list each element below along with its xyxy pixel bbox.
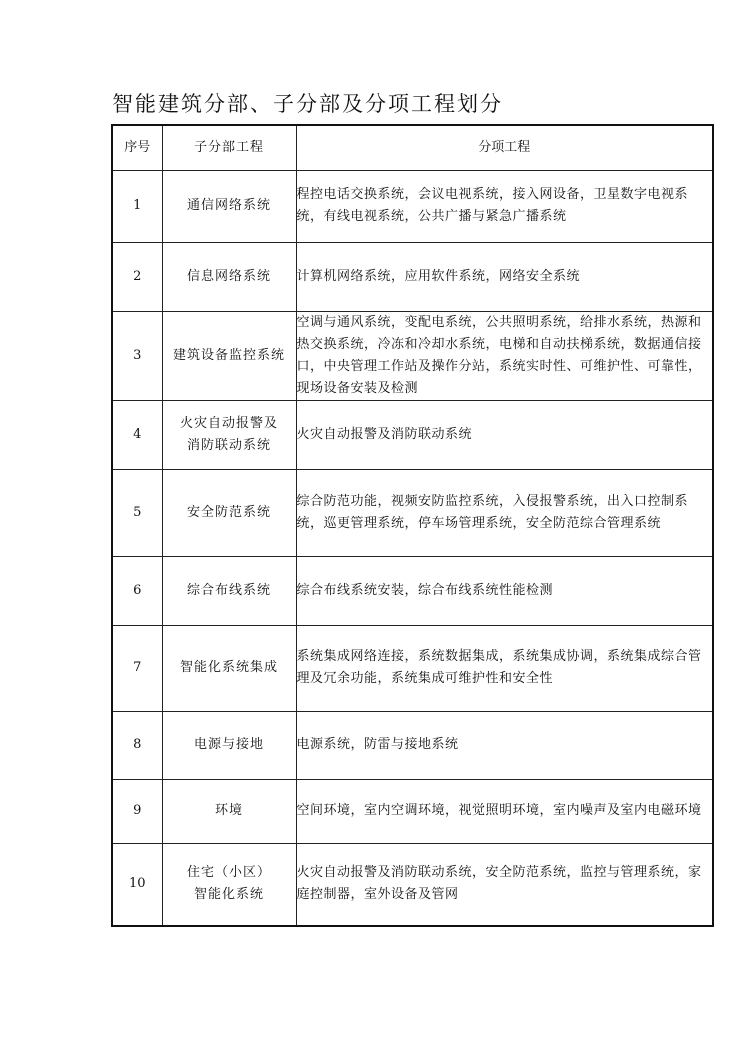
subdivision-line: 电源与接地 xyxy=(193,737,264,752)
row-items: 程控电话交换系统，会议电视系统，接入网设备，卫星数字电视系统，有线电视系统，公共广播与紧急广播系统 xyxy=(296,170,713,242)
row-items: 综合布线系统安装，综合布线系统性能检测 xyxy=(296,556,713,625)
row-items: 电源系统，防雷与接地系统 xyxy=(296,711,713,779)
row-subdivision xyxy=(162,779,296,843)
row-serial: 2 xyxy=(112,242,162,311)
subdivision-line: 智能化系统 xyxy=(193,887,264,903)
row-serial: 8 xyxy=(112,711,162,779)
row-items: 火灾自动报警及消防联动系统 xyxy=(296,400,713,469)
row-items: 系统集成网络连接，系统数据集成，系统集成协调，系统集成综合管理及冗余功能，系统集成可维护性和安全性 xyxy=(296,625,713,711)
row-serial: 5 xyxy=(112,469,162,556)
row-serial: 9 xyxy=(112,779,162,843)
division-table xyxy=(111,124,714,927)
subdivision-line: 信息网络系统 xyxy=(186,268,271,284)
row-serial: 3 xyxy=(112,311,162,400)
table-row xyxy=(112,556,713,625)
header-serial: 序号 xyxy=(112,125,162,170)
subdivision-line: 住宅（小区） xyxy=(186,865,271,881)
row-subdivision xyxy=(162,170,296,242)
table-row xyxy=(112,625,713,711)
table-row xyxy=(112,843,713,926)
subdivision-line: 通信网络系统 xyxy=(186,198,271,213)
row-subdivision xyxy=(162,711,296,779)
row-serial: 1 xyxy=(112,170,162,242)
subdivision-line: 智能化系统集成 xyxy=(179,660,278,675)
row-items: 综合防范功能，视频安防监控系统，入侵报警系统，出入口控制系统，巡更管理系统，停车场管理系统，安全防范综合管理系统 xyxy=(296,469,713,556)
row-items: 计算机网络系统，应用软件系统，网络安全系统 xyxy=(296,242,713,311)
table-row xyxy=(112,711,713,779)
subdivision-line: 综合布线系统 xyxy=(186,582,271,598)
subdivision-line: 安全防范系统 xyxy=(186,504,271,520)
row-subdivision xyxy=(162,625,296,711)
row-subdivision xyxy=(162,556,296,625)
table-row xyxy=(112,400,713,469)
row-items: 空调与通风系统，变配电系统，公共照明系统，给排水系统，热源和热交换系统，冷冻和冷却水系统，电梯和自动扶梯系统，数据通信接口，中央管理工作站及操作分站，系统实时性、可维护性、可靠性，现场设备安装及检测 xyxy=(296,311,713,400)
row-items: 火灾自动报警及消防联动系统，安全防范系统，监控与管理系统，家庭控制器，室外设备及管网 xyxy=(296,843,713,926)
document-title: 智能建筑分部、子分部及分项工程划分 xyxy=(112,92,503,116)
row-items: 空间环境，室内空调环境，视觉照明环境，室内噪声及室内电磁环境 xyxy=(296,779,713,843)
table-row xyxy=(112,779,713,843)
table-row xyxy=(112,170,713,242)
subdivision-line: 火灾自动报警及 xyxy=(179,415,278,431)
row-subdivision xyxy=(162,400,296,469)
row-subdivision xyxy=(162,311,296,400)
table-row xyxy=(112,242,713,311)
header-subdivision: 子分部工程 xyxy=(162,125,296,170)
subdivision-line: 建筑设备监控系统 xyxy=(172,347,285,363)
row-serial: 4 xyxy=(112,400,162,469)
table-row xyxy=(112,469,713,556)
subdivision-line: 环境 xyxy=(214,803,243,818)
row-serial: 6 xyxy=(112,556,162,625)
row-subdivision xyxy=(162,469,296,556)
subdivision-line: 消防联动系统 xyxy=(186,437,271,453)
row-subdivision xyxy=(162,242,296,311)
row-serial: 10 xyxy=(112,843,162,926)
table-header-row xyxy=(112,125,713,170)
row-serial: 7 xyxy=(112,625,162,711)
table-row xyxy=(112,311,713,400)
header-items: 分项工程 xyxy=(296,125,713,170)
row-subdivision xyxy=(162,843,296,926)
